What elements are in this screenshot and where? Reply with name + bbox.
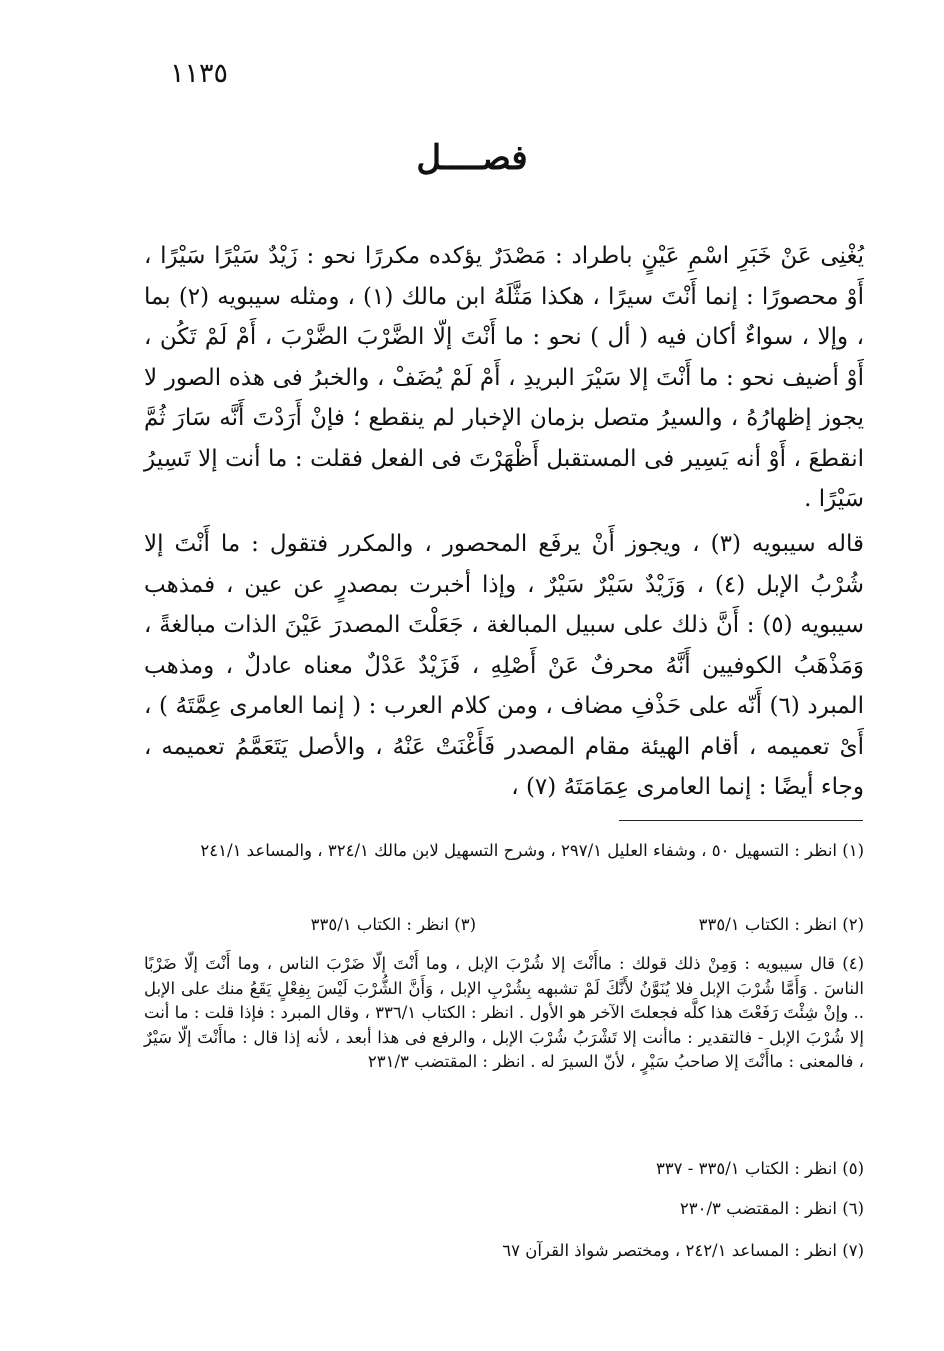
paragraph-text: يُغْنِى عَنْ خَبَرِ اسْمِ عَيْنٍ باطراد : مَصْدَرٌ يؤكده مكررًا نحو : زَيْدٌ سَيْرًا سَيْرًا ، أَوْ محصورًا : إنما أَنْتَ سيرًا ، هكذا مَثَّلَهُ ابن مالك (١) ، ومثله سيبويه (٢) بما ، وإلا ، سواءٌ أكان فيه ( أل ) نحو : ما أَنْتَ إلّا الضَّرْبَ الضَّرْبَ ، أَمْ لَمْ تَكُن ، أَوْ أضيف نحو : ما أَنْتَ إلا سَيْرَ البريدِ ، أَمْ لَمْ يُضَفْ ، والخبرُ فى هذه الصور لا يجوز إظهارُهُ ، والسيرُ متصل بزمان الإخبار لم ينقطع ؛ فإنْ أَرَدْتَ أَنَّه سَارَ ثُمَّ انقطعَ ، أَوْ أنه يَسِير فى المستقبل أَظْهَرْتَ فى الفعل فقلت : ما أنت إلا تَسِيرُ سَيْرًا .: [144, 243, 864, 512]
main-paragraph-2: [144, 524, 864, 808]
footnote-4: (٤) قال سيبويه : وَمِنْ ذلك قولك : ماأَنْتَ إلا شُرْبَ الإبل ، وما أَنْتَ إلّا ضَرْبَ الناس ، وما أَنْتَ إلّا ضَرْبًا الناسَ . وَأَمَّا شُرْبَ الإبل فلا يُنَوَّنُ لأَنَّكَ لَمْ تشبهه بِشُرْبِ الإبل ، وَأَنَّ الشُّرْبَ لَيْسَ بِفِعْلٍ يَقَعُ منك على الإبل .. وإنْ شِئْتَ رَفَعْتَ هذا كلَّه فجعلتَ الآخر هو الأول . انظر : الكتاب ٣٣٦/١ ، وقال المبرد : فإذا قلت : ما أنت إلا شُرْبَ الإبل - فالتقدير : ماأنت إلا تَشْرَبُ شُرْبَ الإبل ، والرفع فى هذا أبعد ، لأنه إذا قال : ماأَنْتَ إلّا سَيْرٌ ، فالمعنى : ماأَنْتَ إلا صاحبُ سَيْرٍ ، لأنّ السيرَ له . انظر : المقتضب ٢٣١/٣: [144, 954, 864, 1071]
footnote-6: (٦) انظر : المقتضب ٢٣٠/٣: [679, 1199, 864, 1218]
footnote-3: (٣) انظر : الكتاب ٣٣٥/١: [310, 915, 476, 934]
page-number: ١١٣٥: [170, 58, 229, 89]
footnote-1: (١) انظر : التسهيل ٥٠ ، وشفاء العليل ٢٩٧/١ ، وشرح التسهيل لابن مالك ٣٢٤/١ ، والمساعد ٢٤١/١: [200, 841, 864, 860]
paragraph-text: قاله سيبويه (٣) ، ويجوز أَنْ يرفَع المحصور ، والمكرر فتقول : ما أَنْتَ إلا شُرْبُ الإبل (٤) ، وَزَيْدٌ سَيْرٌ سَيْرٌ ، وإذا أخبرت بمصدرٍ عن عين ، فمذهب سيبويه (٥) : أَنَّ ذلك على سبيل المبالغة ، جَعَلْتَ المصدرَ عَيْنَ الذات مبالغةً ، وَمَذْهَبُ الكوفيين أَنَّهُ محرفٌ عَنْ أَصْلِهِ ، فَزَيْدٌ عَدْلٌ معناه عادلٌ ، ومذهب المبرد (٦) أَنّه على حَذْفِ مضاف ، ومن كلام العرب : ( إنما العامرى عِمَّتَهُ ) ، أَىْ تعميمه ، أقام الهيئة مقام المصدر فَأَغْنَتْ عَنْهُ ، والأصل يَتَعَمَّمُ تعميمه ، وجاء أيضًا : إنما العامرى عِمَامَتَهُ (٧) ،: [144, 531, 865, 800]
footnote-divider: [619, 820, 863, 821]
section-title: فصــــل: [416, 138, 528, 178]
footnote-row-2-3: [144, 912, 864, 937]
footnote-2: (٢) انظر : الكتاب ٣٣٥/١: [698, 915, 864, 934]
main-paragraph-1: [144, 236, 864, 520]
footnote-7: (٧) انظر : المساعد ٢٤٢/١ ، ومختصر شواذ القرآن ٦٧: [502, 1241, 864, 1260]
footnote-5: (٥) انظر : الكتاب ٣٣٥/١ - ٣٣٧: [655, 1159, 864, 1178]
